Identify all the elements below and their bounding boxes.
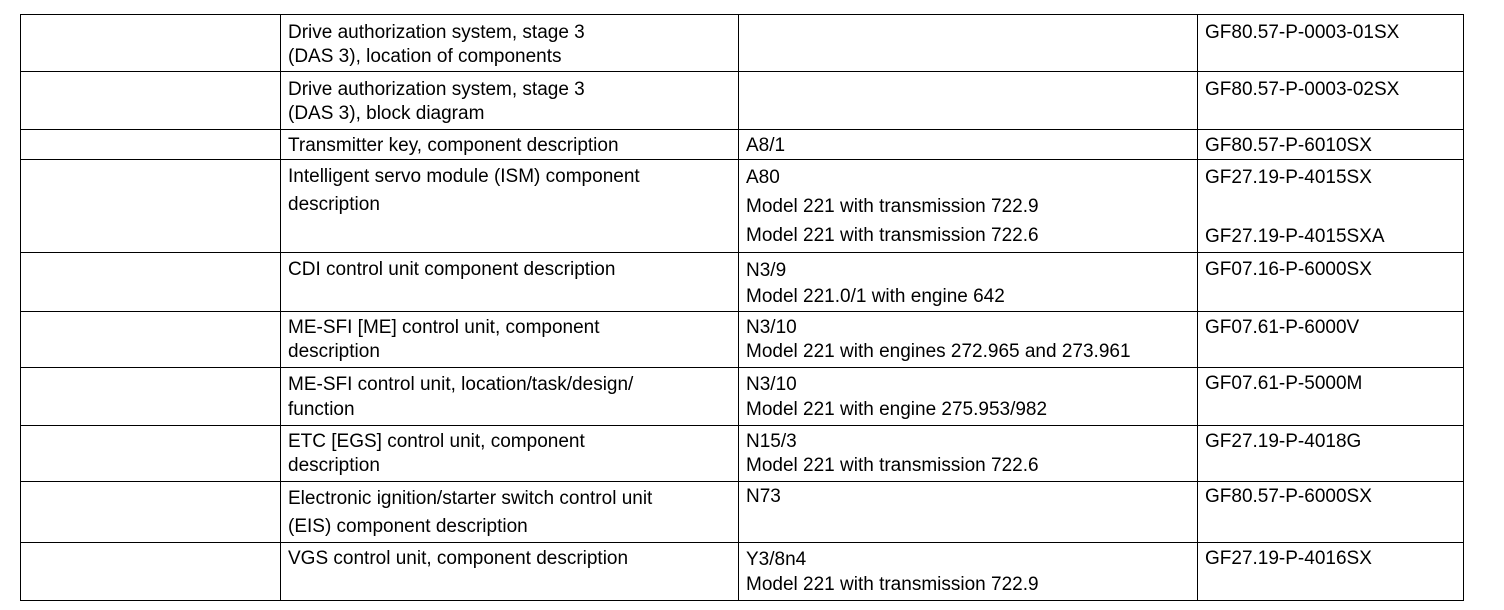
component-cell (739, 253, 1198, 312)
document-number: GF27.19-P-4015SX (1205, 167, 1372, 188)
document-cell (1198, 543, 1464, 601)
component-code: N3/10 (746, 317, 797, 338)
component-code: N3/9 (746, 260, 787, 281)
table-row (21, 312, 1464, 368)
document-number: GF80.57-P-0003-01SX (1205, 22, 1400, 43)
empty-cell (21, 253, 281, 312)
model-note: Model 221 with transmission 722.6 (746, 225, 1039, 246)
document-number: GF07.16-P-6000SX (1205, 259, 1372, 280)
document-number: GF27.19-P-4015SXA (1205, 226, 1385, 247)
component-cell (739, 15, 1198, 72)
component-code: N73 (746, 486, 781, 507)
model-note: Model 221 with transmission 722.9 (746, 574, 1039, 595)
model-note: Model 221.0/1 with engine 642 (746, 286, 1005, 307)
table-row (21, 72, 1464, 130)
component-cell (739, 368, 1198, 426)
description-cell (281, 368, 739, 426)
table-row (21, 160, 1464, 253)
empty-cell (21, 160, 281, 253)
description-cell (281, 15, 739, 72)
document-cell (1198, 426, 1464, 482)
description-text: VGS control unit, component description (288, 548, 629, 569)
component-code: N3/10 (746, 374, 797, 395)
description-text: Transmitter key, component description (288, 135, 619, 156)
document-number: GF80.57-P-0003-02SX (1205, 79, 1400, 100)
document-cell (1198, 130, 1464, 160)
table-row (21, 15, 1464, 72)
document-number: GF80.57-P-6010SX (1205, 135, 1372, 156)
component-cell (739, 482, 1198, 543)
component-code: N15/3 (746, 431, 797, 452)
document-number: GF07.61-P-6000V (1205, 317, 1360, 338)
table-row (21, 482, 1464, 543)
table-row (21, 368, 1464, 426)
description-text: description (288, 194, 380, 215)
empty-cell (21, 543, 281, 601)
component-cell (739, 72, 1198, 130)
empty-cell (21, 368, 281, 426)
empty-cell (21, 15, 281, 72)
component-cell (739, 130, 1198, 160)
model-note: Model 221 with transmission 722.9 (746, 196, 1039, 217)
description-cell (281, 160, 739, 253)
document-number: GF80.57-P-6000SX (1205, 486, 1372, 507)
component-cell (739, 160, 1198, 253)
description-text: function (288, 399, 355, 420)
table-row (21, 543, 1464, 601)
document-cell (1198, 482, 1464, 543)
description-text: Drive authorization system, stage 3 (288, 22, 585, 43)
description-text: (EIS) component description (288, 516, 528, 537)
empty-cell (21, 312, 281, 368)
description-cell (281, 482, 739, 543)
document-number: GF07.61-P-5000M (1205, 373, 1363, 394)
empty-cell (21, 482, 281, 543)
component-cell (739, 543, 1198, 601)
document-cell (1198, 15, 1464, 72)
description-text: (DAS 3), location of components (288, 46, 562, 67)
component-code: A8/1 (746, 135, 786, 156)
description-cell (281, 312, 739, 368)
empty-cell (21, 426, 281, 482)
document-cell (1198, 72, 1464, 130)
description-text: Electronic ignition/starter switch control unit (288, 488, 653, 509)
reference-table (20, 14, 1464, 601)
description-cell (281, 253, 739, 312)
document-number: GF27.19-P-4018G (1205, 431, 1362, 452)
description-cell (281, 130, 739, 160)
component-cell (739, 312, 1198, 368)
model-note: Model 221 with engines 272.965 and 273.961 (746, 341, 1131, 362)
model-note: Model 221 with engine 275.953/982 (746, 399, 1048, 420)
component-code: Y3/8n4 (746, 549, 807, 570)
description-text: ME-SFI [ME] control unit, component (288, 317, 600, 338)
description-text: description (288, 341, 380, 362)
description-text: Drive authorization system, stage 3 (288, 79, 585, 100)
document-number: GF27.19-P-4016SX (1205, 548, 1372, 569)
table-row (21, 426, 1464, 482)
document-cell (1198, 253, 1464, 312)
description-cell (281, 543, 739, 601)
description-cell (281, 426, 739, 482)
component-code: A80 (746, 167, 780, 188)
description-text: CDI control unit component description (288, 259, 616, 280)
model-note: Model 221 with transmission 722.6 (746, 455, 1039, 476)
document-cell (1198, 368, 1464, 426)
component-cell (739, 426, 1198, 482)
empty-cell (21, 72, 281, 130)
document-cell (1198, 160, 1464, 253)
description-text: description (288, 455, 380, 476)
document-cell (1198, 312, 1464, 368)
description-text: ME-SFI control unit, location/task/design/ (288, 374, 634, 395)
empty-cell (21, 130, 281, 160)
description-cell (281, 72, 739, 130)
description-text: ETC [EGS] control unit, component (288, 431, 585, 452)
table-row (21, 253, 1464, 312)
description-text: Intelligent servo module (ISM) component (288, 166, 640, 187)
description-text: (DAS 3), block diagram (288, 103, 485, 124)
table-row (21, 130, 1464, 160)
